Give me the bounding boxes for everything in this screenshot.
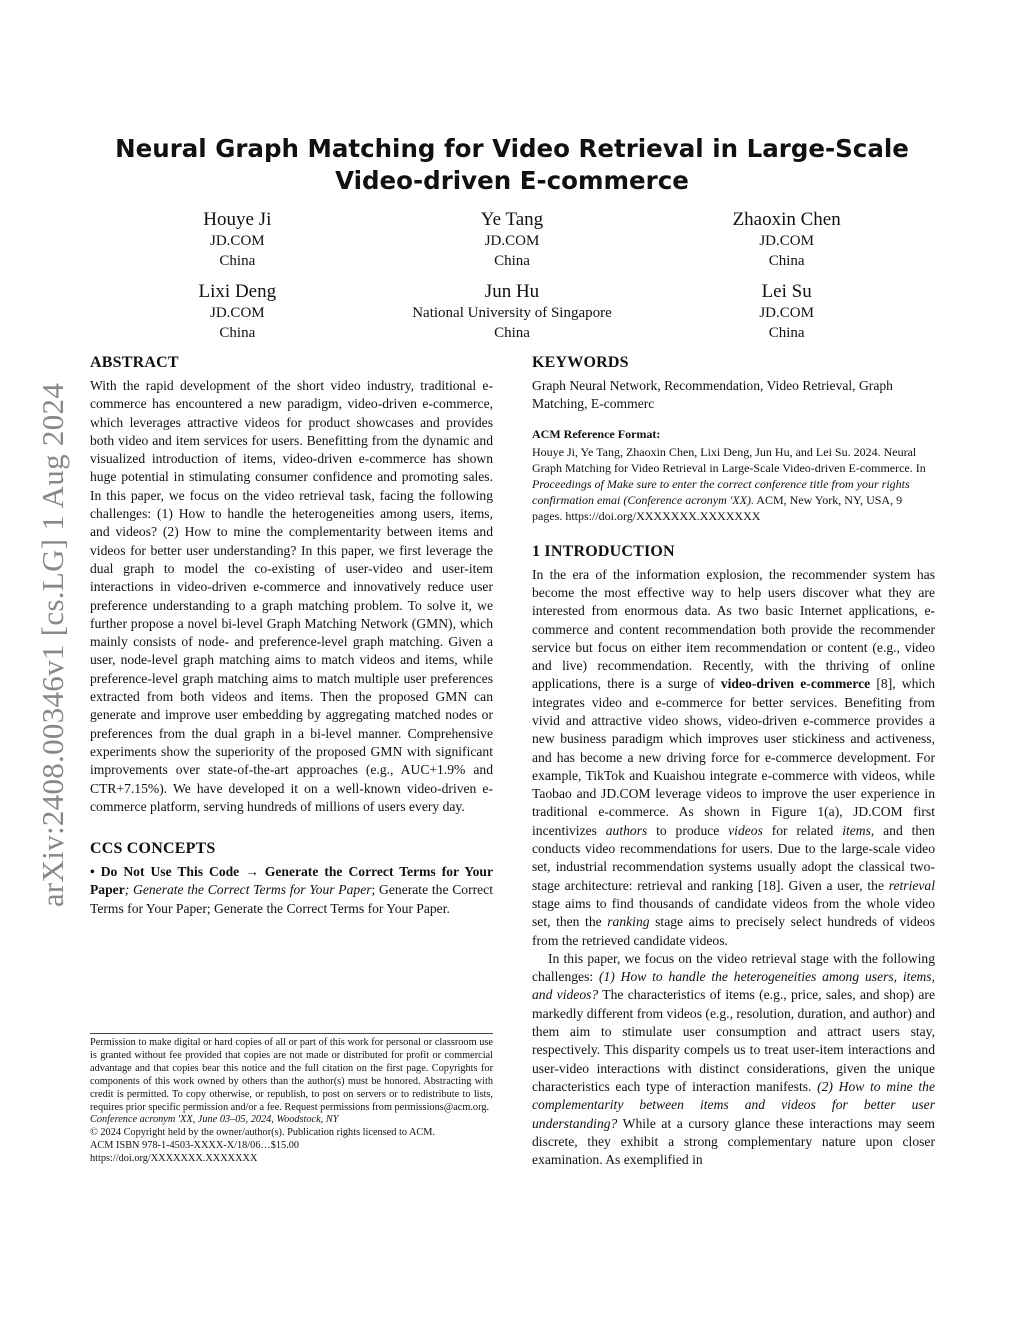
acm-ref-tail: ACM, New York, NY, USA, 9 pages. https://doi.org/XXXXXXX.XXXXXXX — [532, 493, 903, 524]
copyright-line: © 2024 Copyright held by the owner/author(s). Publication rights licensed to ACM. — [90, 1127, 436, 1139]
author-country: China — [768, 253, 805, 269]
left-column — [90, 352, 493, 918]
author-name: Ye Tang — [480, 209, 544, 230]
author-affiliation: JD.COM — [484, 233, 540, 249]
author-card — [649, 281, 924, 343]
acm-ref-authors: Houye Ji, Ye Tang, Zhaoxin Chen, Lixi Deng, Jun Hu, and Lei Su. 2024. Neural Graph Matching for Video Retrieval in Large-Scale Video-driven E-commerce. In — [532, 444, 926, 475]
intro-text: In the era of the information explosion, the recommender system has become the most effective way to help users discover what they are interested from enormous data. As two basic Internet applications, e-commerce and content recommendation both provide the recommender service but focus on either item recommendation or content (e.g., video and live) recommendation. Recently, with the thriving of online applications, there is a surge of — [532, 566, 935, 692]
intro-paragraph-1 — [532, 566, 935, 950]
paper-title: Neural Graph Matching for Video Retrieval in Large-Scale Video-driven E-commerce — [115, 134, 909, 195]
author-name: Lei Su — [761, 281, 812, 302]
copyright-footnote — [90, 1033, 493, 1166]
author-card — [649, 209, 924, 271]
intro-text: In this paper, we focus on the video retrieval stage with the following challenges: — [532, 950, 935, 985]
author-affiliation: JD.COM — [759, 305, 814, 321]
acm-reference-heading: ACM Reference Format: — [532, 426, 661, 441]
ccs-concept-italic: ; Generate the Correct Terms for Your Paper — [124, 882, 372, 898]
author-country: China — [494, 253, 530, 269]
author-card — [100, 281, 375, 343]
intro-paragraph-2 — [532, 950, 935, 1170]
intro-italic-term: videos — [728, 822, 763, 838]
ccs-text — [90, 863, 493, 918]
author-country: China — [768, 325, 805, 341]
intro-bold-term: video-driven e-commerce — [720, 676, 871, 692]
arxiv-identifier — [28, 355, 78, 935]
author-affiliation: JD.COM — [210, 233, 265, 249]
acm-reference-text — [532, 444, 935, 525]
intro-text: [8], which integrates video and e-commerce for better services. Benefiting from vivid and attractive video shows, video-driven e-commerce provides a new business paradigm which improves user stickiness and activeness, and has become a new driving force for e-commerce development. For example, TikTok and Kuaishou integrate e-commerce with videos, while Taobao and JD.COM leverage videos to improve the user experience in traditional e-commerce. As shown in Figure 1(a), JD.COM first incentivizes — [532, 676, 935, 838]
intro-heading: 1 INTRODUCTION — [532, 542, 675, 560]
author-country: China — [494, 325, 530, 341]
intro-text: While at a cursory glance these interactions may seem discrete, they exhibit a strong complementary nature upon closer examination. As exemplified in — [532, 1115, 935, 1168]
author-country: China — [219, 325, 256, 341]
abstract-heading: ABSTRACT — [90, 354, 179, 371]
keywords-heading: KEYWORDS — [532, 354, 629, 371]
intro-text: to produce — [647, 822, 729, 838]
permission-notice: Permission to make digital or hard copies of all or part of this work for personal or classroom use is granted without fee provided that copies are not made or distributed for profit or commercial advantage and that copies bear this notice and the full citation on the first page. Copyrights for components of this work owned by others than the author(s) must be honored. Abstracting with credit is permitted. To copy otherwise, or republish, to post on servers or to redistribute to lists, requires prior specific permission and/or a fee. Request permissions from permissions@acm.org. — [90, 1037, 493, 1113]
author-name: Zhaoxin Chen — [732, 209, 841, 230]
intro-text: The characteristics of items (e.g., price, sales, and shop) are markedly different from videos (e.g., resolution, duration, and author) and them aim to stimulate user consumption and attract users stay, respectively. This disparity compels us to treat user-item interactions and user-video interactions with distinct considerations, given the unique characteristics each type of interaction manifests. — [532, 987, 935, 1094]
author-affiliation: JD.COM — [759, 233, 814, 249]
conference-line — [90, 1114, 493, 1127]
author-card — [375, 281, 650, 343]
ccs-concept-bold: • Do Not Use This Code → Generate the Correct Terms for Your Paper — [90, 864, 493, 898]
right-column — [532, 352, 935, 1169]
intro-italic-term: retrieval — [888, 877, 935, 893]
author-card — [100, 209, 375, 271]
author-affiliation: JD.COM — [210, 305, 265, 321]
doi-line: https://doi.org/XXXXXXX.XXXXXXX — [90, 1153, 258, 1165]
ccs-concept-rest: ; Generate the Correct Terms for Your Paper; Generate the Correct Terms for Your Paper. — [90, 882, 493, 916]
intro-italic-term: items — [842, 822, 871, 838]
acm-ref-venue: Proceedings of Make sure to enter the correct conference title from your rights confirmation emai (Conference acronym 'XX). — [532, 477, 910, 508]
intro-italic-term: ranking — [607, 914, 650, 930]
author-name: Houye Ji — [203, 209, 272, 230]
intro-challenge-2: (2) How to mine the complementarity between items and videos for better user understanding? — [532, 1078, 935, 1131]
ccs-heading: CCS CONCEPTS — [90, 840, 216, 858]
isbn-line: ACM ISBN 978-1-4503-XXXX-X/18/06…$15.00 — [90, 1140, 300, 1152]
author-block — [100, 209, 924, 343]
intro-text: stage aims to precisely select hundreds of videos from the retrieved candidate videos. — [532, 914, 935, 948]
intro-text: stage aims to find thousands of candidate videos from the whole video set, then the — [532, 895, 935, 930]
intro-italic-term: authors — [605, 822, 648, 838]
intro-text: , and then conducts video recommendations for users. Due to the large-scale video set, industrial recommendation systems usually adopt the classical two-stage architecture: retrieval and ranking [18]. Given a user, the — [532, 822, 935, 893]
author-name: Lixi Deng — [198, 281, 277, 302]
arxiv-identifier-text: arXiv:2408.00346v1 [cs.LG] 1 Aug 2024 — [35, 382, 71, 908]
abstract-text: With the rapid development of the short video industry, traditional e-commerce has encountered a new paradigm, video-driven e-commerce, which leverages attractive videos for product showcases and provides both video and item services for users. Benefitting from the dynamic and visualized introduction of items, video-driven e-commerce has shown huge potential in stimulating consumer confidence and promoting sales. In this paper, we focus on the video retrieval task, facing the following challenges: (1) How to handle the heterogeneities among users, items, and videos? (2) How to mine the complementarity between items and videos for better user understanding? In this paper, we first leverage the dual graph to model the co-existing of user-video and user-item interactions in video-driven e-commerce and innovatively reduce user preference understanding to a graph matching problem. To solve it, we further propose a novel bi-level Graph Matching Network (GMN), which mainly consists of node- and preference-level graph matching. Given a user, node-level graph matching aims to match videos and items, while preference-level graph matching aims to match multiple user preferences extracted from both videos and items. Then the proposed GMN can generate and improve user embedding by aggregating matched nodes or preferences from the dual graph in a bi-level manner. Comprehensive experiments show the superiority of the proposed GMN with significant improvements over state-of-the-art approaches (e.g., AUC+1.9% and CTR+7.15%). We have developed it on a well-known video-driven e-commerce platform, serving hundreds of millions of users every day. — [90, 378, 493, 814]
author-name: Jun Hu — [484, 281, 540, 302]
conference-text: Conference acronym 'XX, June 03–05, 2024, Woodstock, NY — [90, 1114, 339, 1126]
keywords-text: Graph Neural Network, Recommendation, Video Retrieval, Graph Matching, E-commerc — [532, 378, 893, 412]
intro-text: for related — [762, 822, 843, 838]
author-affiliation: National University of Singapore — [412, 305, 612, 321]
author-card — [375, 209, 650, 271]
author-country: China — [219, 253, 256, 269]
intro-challenge-1: (1) How to handle the heterogeneities among users, items, and videos? — [532, 969, 935, 1003]
